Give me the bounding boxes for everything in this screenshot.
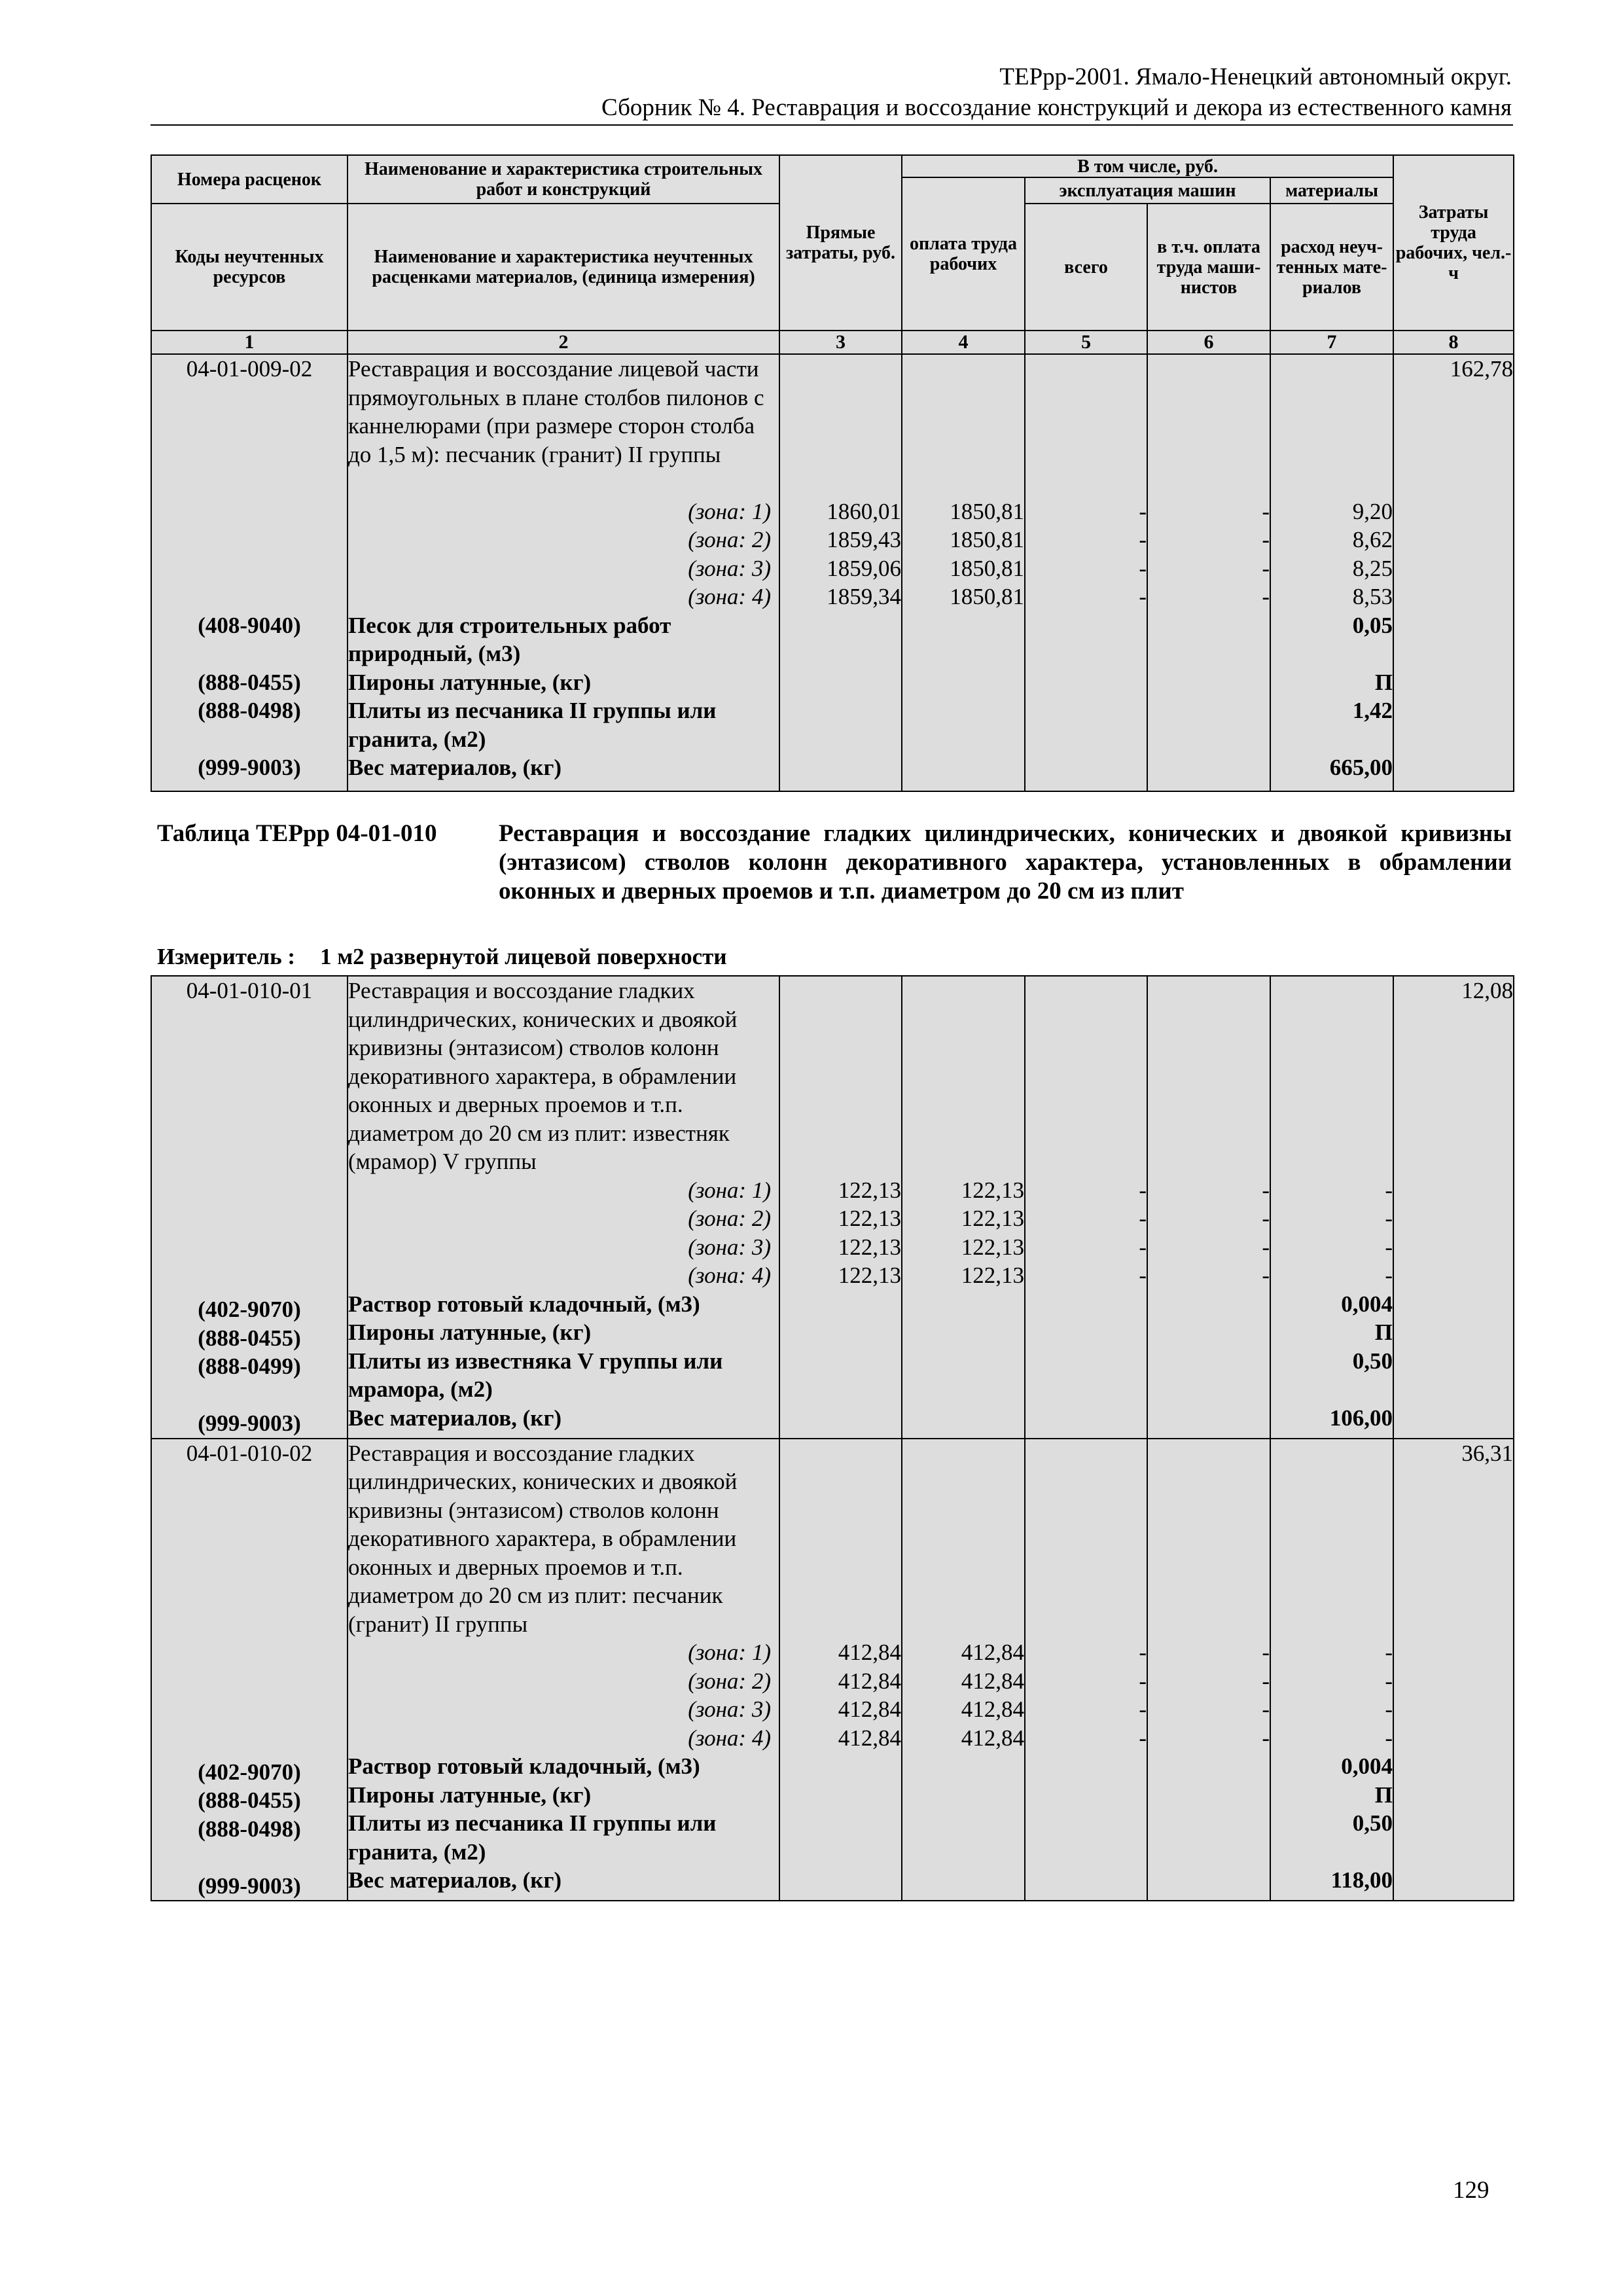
rate-code: 04-01-010-02 (186, 1440, 313, 1466)
material-name: Пироны латунные, (кг) (348, 1782, 592, 1808)
col-head-machinist-wage: в т.ч. оплата труда маши-нистов (1147, 204, 1270, 331)
machines-total: - (1139, 1668, 1147, 1694)
material-name: Вес материалов, (кг) (348, 1867, 562, 1893)
zone-label: (зона: 1) (688, 498, 771, 524)
materials-cell (1270, 354, 1393, 791)
direct-cost: 412,84 (838, 1668, 901, 1694)
measure-line (157, 944, 727, 970)
material-name: Плиты из известняка V группы или мрамора, (м2) (348, 1348, 723, 1402)
measure-value: 1 м2 развернутой лицевой поверхности (320, 944, 727, 969)
machines-total: - (1139, 498, 1147, 524)
names-cell (348, 976, 779, 1439)
materials-cost: - (1385, 1177, 1393, 1203)
names-cell (348, 1439, 779, 1901)
resource-code: (408-9040) (198, 612, 301, 638)
machines-total: - (1139, 527, 1147, 552)
labor-cell (1393, 976, 1514, 1439)
direct-cost: 122,13 (838, 1263, 901, 1288)
col-head-labor: Затраты труда рабочих, чел.-ч (1393, 155, 1514, 331)
col-number: 4 (902, 331, 1025, 354)
labor-cell (1393, 1439, 1514, 1901)
direct-costs-cell (779, 976, 902, 1439)
machines-total: - (1139, 1640, 1147, 1665)
rate-code: 04-01-009-02 (186, 356, 313, 382)
codes-cell (151, 1439, 348, 1901)
resource-code: (402-9070) (198, 1297, 301, 1322)
material-amount: 0,50 (1352, 1810, 1393, 1836)
running-header-line1: ТЕРрр-2001. Ямало-Ненецкий автономный округ. (999, 63, 1512, 90)
machinist-wage: - (1262, 1668, 1270, 1694)
col-number: 7 (1270, 331, 1393, 354)
direct-cost: 412,84 (838, 1696, 901, 1722)
wage: 1850,81 (950, 584, 1024, 609)
table-title (157, 819, 1512, 906)
materials-cell (1270, 1439, 1393, 1901)
resource-code: (888-0498) (198, 698, 301, 723)
resource-code: (888-0455) (198, 669, 301, 695)
zone-label: (зона: 2) (688, 1206, 771, 1231)
resource-code: (999-9003) (198, 1873, 301, 1899)
col-head-material-name: Наименование и характеристика неучтенных расценками материалов, (единица измерения) (348, 204, 779, 331)
material-name: Раствор готовый кладочный, (м3) (348, 1753, 700, 1779)
rates-table-top (151, 154, 1514, 792)
wage: 1850,81 (950, 527, 1024, 552)
col-number: 3 (779, 331, 902, 354)
wage: 1850,81 (950, 555, 1024, 581)
wage-cell (902, 1439, 1025, 1901)
machinist-wage-cell (1147, 1439, 1270, 1901)
col-head-resource-codes: Коды неучтенных ресурсов (151, 204, 348, 331)
machinist-wage: - (1262, 1696, 1270, 1722)
col-head-including: В том числе, руб. (902, 155, 1393, 177)
wage: 412,84 (961, 1668, 1024, 1694)
rates-table-bottom (151, 975, 1514, 1901)
materials-cost: 8,62 (1352, 527, 1393, 552)
col-head-machines: эксплуатация машин (1025, 177, 1270, 204)
col-head-materials: материалы (1270, 177, 1393, 204)
machinist-wage-cell (1147, 354, 1270, 791)
material-amount: П (1374, 1319, 1393, 1345)
resource-code: (888-0498) (198, 1816, 301, 1842)
direct-cost: 412,84 (838, 1725, 901, 1751)
materials-cost: - (1385, 1640, 1393, 1665)
machinist-wage: - (1262, 584, 1270, 609)
labor-value: 162,78 (1450, 356, 1514, 382)
materials-cost: 8,53 (1352, 584, 1393, 609)
resource-code: (888-0455) (198, 1787, 301, 1813)
machines-total: - (1139, 584, 1147, 609)
machinist-wage: - (1262, 555, 1270, 581)
names-cell (348, 354, 779, 791)
materials-cost: 8,25 (1352, 555, 1393, 581)
machines-total: - (1139, 1725, 1147, 1751)
machines-total: - (1139, 1206, 1147, 1231)
rate-description: Реставрация и воссоздание гладких цилиндрических, конических и двоякой кривизны (энтазисом) стволов колонн декоративного характера, в обрамлении оконных и дверных проемов и т.п. диаметром до 20 см из плит: песчаник (гранит) II группы (348, 1440, 738, 1637)
column-number-row (151, 331, 1514, 354)
wage: 412,84 (961, 1725, 1024, 1751)
material-amount: 0,004 (1341, 1291, 1393, 1317)
codes-cell (151, 354, 348, 791)
machinist-wage: - (1262, 1177, 1270, 1203)
col-number: 6 (1147, 331, 1270, 354)
material-name: Плиты из песчаника II группы или гранита, (м2) (348, 698, 717, 752)
resource-code: (888-0499) (198, 1354, 301, 1379)
material-amount: 1,42 (1352, 698, 1393, 723)
col-head-work-name: Наименование и характеристика строительных работ и конструкций (348, 155, 779, 204)
labor-value: 36,31 (1461, 1440, 1513, 1466)
materials-cost: - (1385, 1696, 1393, 1722)
material-amount: П (1374, 669, 1393, 695)
wage: 122,13 (961, 1263, 1024, 1288)
resource-code: (999-9003) (198, 1410, 301, 1436)
resource-code: (888-0455) (198, 1325, 301, 1351)
wage-cell (902, 976, 1025, 1439)
running-header-line2: Сборник № 4. Реставрация и воссоздание конструкций и декора из естественного камня (601, 94, 1512, 121)
machines-total: - (1139, 1263, 1147, 1288)
rate-block (151, 1439, 1514, 1901)
materials-cost: - (1385, 1263, 1393, 1288)
zone-label: (зона: 4) (688, 1725, 771, 1751)
machines-total: - (1139, 555, 1147, 581)
table-title-text: Реставрация и воссоздание гладких цилиндрических, конических и двоякой кривизны (энтазисом) стволов колонн декоративного характера, установленных в обрамлении оконных и дверных проемов и т.п. диаметром до 20 см из плит (499, 820, 1512, 905)
direct-cost: 122,13 (838, 1177, 901, 1203)
rate-block (151, 976, 1514, 1439)
materials-cell (1270, 976, 1393, 1439)
col-head-machines-total: всего (1025, 204, 1147, 331)
machinist-wage: - (1262, 1640, 1270, 1665)
material-amount: П (1374, 1782, 1393, 1808)
zone-label: (зона: 3) (688, 1234, 771, 1260)
zone-label: (зона: 3) (688, 1696, 771, 1722)
page-number: 129 (1453, 2177, 1489, 2204)
machines-cell (1025, 1439, 1147, 1901)
rate-code: 04-01-010-01 (186, 978, 313, 1003)
wage: 122,13 (961, 1234, 1024, 1260)
direct-cost: 1859,34 (827, 584, 901, 609)
machines-cell (1025, 354, 1147, 791)
direct-costs-cell (779, 354, 902, 791)
direct-cost: 1859,06 (827, 555, 901, 581)
wage: 412,84 (961, 1640, 1024, 1665)
col-number: 1 (151, 331, 348, 354)
zone-label: (зона: 1) (688, 1177, 771, 1203)
col-head-rate-numbers: Номера расценок (151, 155, 348, 204)
material-amount: 0,05 (1352, 612, 1393, 638)
rate-description: Реставрация и воссоздание гладких цилиндрических, конических и двоякой кривизны (энтазисом) стволов колонн декоративного характера, в обрамлении оконных и дверных проемов и т.п. диаметром до 20 см из плит: известняк (мрамор) V группы (348, 978, 738, 1174)
wage: 412,84 (961, 1696, 1024, 1722)
zone-label: (зона: 2) (688, 1668, 771, 1694)
measure-label: Измеритель : (157, 944, 296, 969)
material-amount: 0,50 (1352, 1348, 1393, 1374)
col-head-direct-costs: Прямые затраты, руб. (779, 155, 902, 331)
direct-costs-cell (779, 1439, 902, 1901)
material-name: Вес материалов, (кг) (348, 755, 562, 780)
zone-label: (зона: 2) (688, 527, 771, 552)
header-rule (151, 124, 1513, 126)
material-name: Раствор готовый кладочный, (м3) (348, 1291, 700, 1317)
resource-code: (999-9003) (198, 755, 301, 780)
materials-cost: - (1385, 1206, 1393, 1231)
wage: 122,13 (961, 1177, 1024, 1203)
materials-cost: 9,20 (1352, 498, 1393, 524)
machines-total: - (1139, 1234, 1147, 1260)
machinist-wage: - (1262, 1206, 1270, 1231)
wage-cell (902, 354, 1025, 791)
col-number: 8 (1393, 331, 1514, 354)
material-name: Песок для строительных работ природный, (м3) (348, 612, 671, 666)
material-amount: 0,004 (1341, 1753, 1393, 1779)
zone-label: (зона: 4) (688, 584, 771, 609)
materials-cost: - (1385, 1234, 1393, 1260)
rate-block (151, 354, 1514, 791)
machinist-wage: - (1262, 1725, 1270, 1751)
material-name: Пироны латунные, (кг) (348, 1319, 592, 1345)
zone-label: (зона: 3) (688, 555, 771, 581)
material-name: Вес материалов, (кг) (348, 1405, 562, 1431)
material-amount: 665,00 (1329, 755, 1393, 780)
rate-description: Реставрация и воссоздание лицевой части прямоугольных в плане столбов пилонов с каннелюрами (при размере сторон столба до 1,5 м): песчаник (гранит) II группы (348, 356, 764, 467)
labor-value: 12,08 (1461, 978, 1513, 1003)
direct-cost: 1859,43 (827, 527, 901, 552)
material-amount: 106,00 (1329, 1405, 1393, 1431)
direct-cost: 412,84 (838, 1640, 901, 1665)
machines-total: - (1139, 1177, 1147, 1203)
col-number: 5 (1025, 331, 1147, 354)
zone-label: (зона: 4) (688, 1263, 771, 1288)
wage: 1850,81 (950, 498, 1024, 524)
materials-cost: - (1385, 1668, 1393, 1694)
machinist-wage: - (1262, 527, 1270, 552)
material-name: Пироны латунные, (кг) (348, 669, 592, 695)
table-title-label: Таблица ТЕРрр 04-01-010 (157, 820, 437, 847)
machines-cell (1025, 976, 1147, 1439)
direct-cost: 1860,01 (827, 498, 901, 524)
col-number: 2 (348, 331, 779, 354)
material-amount: 118,00 (1330, 1867, 1393, 1893)
resource-code: (402-9070) (198, 1759, 301, 1785)
machines-total: - (1139, 1696, 1147, 1722)
col-head-unaccounted-materials: расход неуч-тенных мате-риалов (1270, 204, 1393, 331)
materials-cost: - (1385, 1725, 1393, 1751)
machinist-wage: - (1262, 1263, 1270, 1288)
labor-cell (1393, 354, 1514, 791)
codes-cell (151, 976, 348, 1439)
direct-cost: 122,13 (838, 1206, 901, 1231)
wage: 122,13 (961, 1206, 1024, 1231)
col-head-wage: оплата труда рабочих (902, 177, 1025, 331)
zone-label: (зона: 1) (688, 1640, 771, 1665)
machinist-wage: - (1262, 1234, 1270, 1260)
material-name: Плиты из песчаника II группы или гранита, (м2) (348, 1810, 717, 1865)
machinist-wage: - (1262, 498, 1270, 524)
direct-cost: 122,13 (838, 1234, 901, 1260)
machinist-wage-cell (1147, 976, 1270, 1439)
